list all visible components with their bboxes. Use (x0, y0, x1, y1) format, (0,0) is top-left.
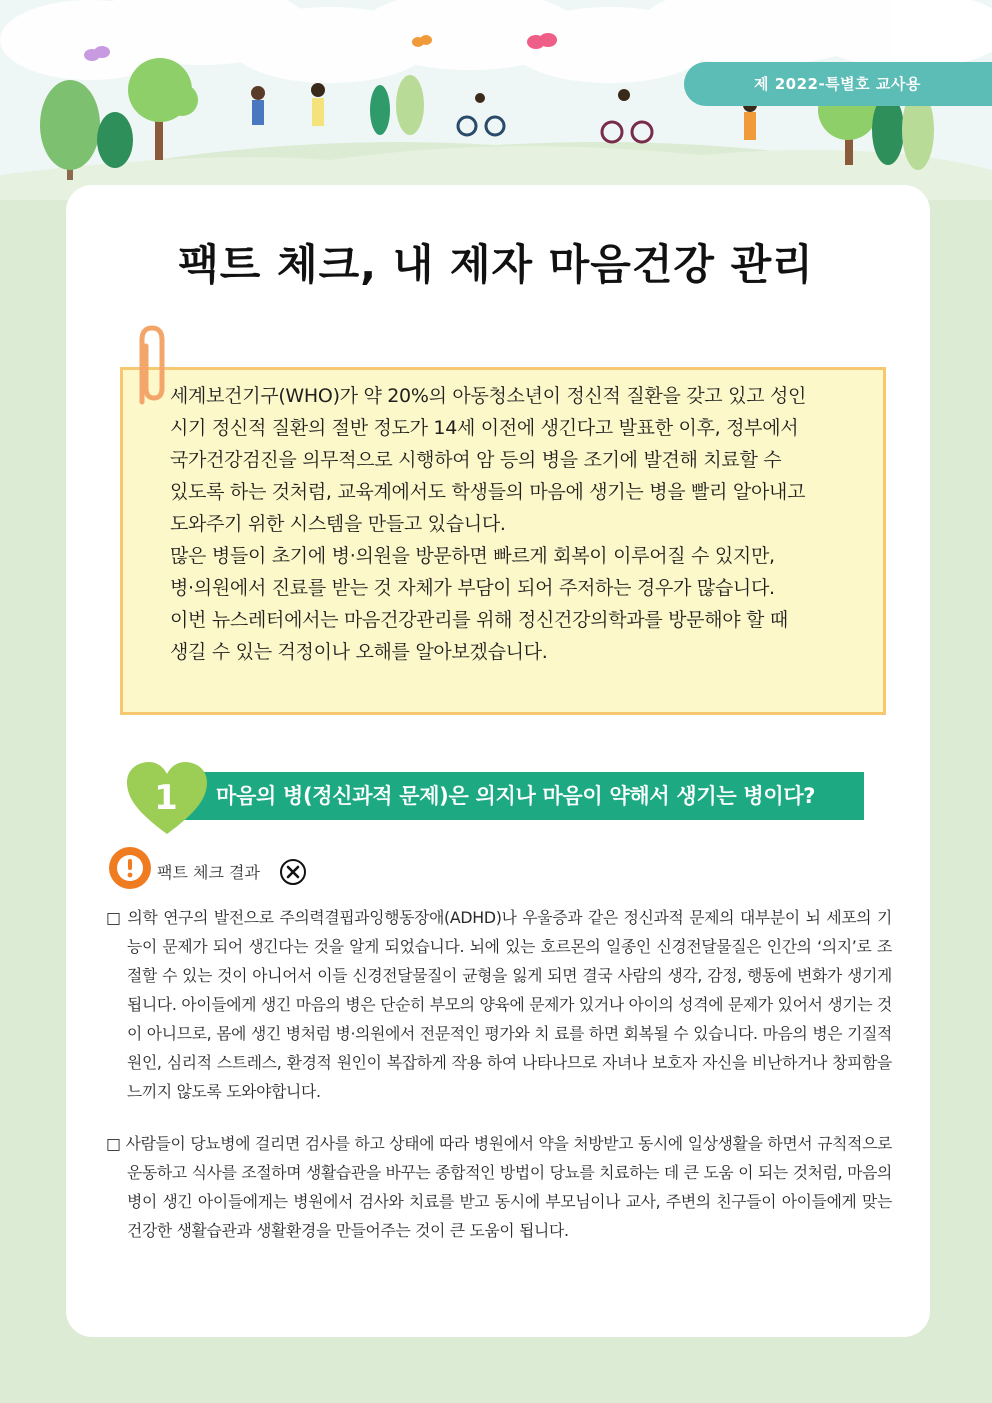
fact-bullet-2 (106, 1129, 892, 1245)
fact-check-label: 팩트 체크 결과 (157, 863, 260, 882)
tree-left-2-icon (97, 112, 133, 168)
bullet-line: 주변의 친구들이 아이들에게 맞는 건강한 생활습관과 생활환경을 만들어주는 것이 큰 도움이 됩니다. (127, 1192, 892, 1240)
bullet-line: 료를 하면 회복될 수 있습니다. 마음의 병은 기질적 원인, 심리적 스트레스, 환경적 원인이 복잡하게 작용 (127, 1024, 892, 1072)
person-2-icon (311, 83, 325, 126)
intro-line: 세계보건기구(WHO)가 약 20%의 아동청소년이 정신적 질환을 갖고 있고 성인 (170, 385, 807, 407)
bullet-line: 하여 나타나므로 자녀나 보호자 자신을 비난하거나 창피함을 느끼지 않도록 도와야합니다. (127, 1053, 892, 1101)
tree-mid-1-icon (370, 85, 390, 135)
paperclip-icon (124, 322, 176, 408)
bullet-line: 세포의 기능이 문제가 되어 생긴다는 것을 알게 되었습니다. 뇌에 있는 호르몬의 일종인 신경전달물질은 (127, 908, 893, 956)
question-number: 1 (154, 778, 178, 818)
question-title: 마음의 병(정신과적 문제)은 의지나 마음이 약해서 생기는 병이다? (216, 784, 816, 808)
bullet-line: 인간의 ‘의지’로 조절할 수 있는 것이 아니어서 이들 신경전달물질이 균형을 잃게 되면 결국 사람의 생각, (127, 937, 892, 985)
bullet-line: 이 되는 것처럼, 마음의 병이 생긴 아이들에게는 병원에서 검사와 치료를 받고 동시에 부모님이나 교사, (127, 1163, 892, 1211)
intro-line: 시기 정신적 질환의 절반 정도가 14세 이전에 생긴다고 발표한 이후, 정부에서 (170, 417, 799, 439)
intro-text (170, 380, 860, 668)
x-circle-icon (279, 858, 307, 886)
bullet-line: 아이의 성격에 문제가 있어서 생기는 것이 아니므로, 몸에 생긴 병처럼 병·의원에서 전문적인 평가와 치 (127, 995, 892, 1043)
fact-bullet-1 (106, 903, 892, 1106)
bullet-line: □ 사람들이 당뇨병에 걸리면 검사를 하고 상태에 따라 병원에서 약을 처방받고 동시에 일상생활을 하면서 (106, 1134, 813, 1153)
issue-label: 제 2022-특별호 교사용 (684, 62, 992, 106)
tree-mid-2-icon (396, 75, 424, 135)
intro-line: 이번 뉴스레터에서는 마음건강관리를 위해 정신건강의학과를 방문해야 할 때 (170, 609, 788, 631)
exclamation-icon (107, 845, 153, 891)
intro-line: 국가건강검진을 의무적으로 시행하여 암 등의 병을 조기에 발견해 치료할 수 (170, 449, 782, 471)
intro-line: 도와주기 위한 시스템을 만들고 있습니다. (170, 513, 506, 535)
bullet-line: 규칙적으로 운동하고 식사를 조절하며 생활습관을 바꾸는 종합적인 방법이 당뇨를 치료하는 데 큰 도움 (127, 1134, 892, 1182)
bullet-line: □ 의학 연구의 발전으로 주의력결핍과잉행동장애(ADHD)나 우울증과 같은 정신과적 문제의 대부분이 뇌 (106, 908, 821, 927)
person-1-icon (251, 86, 265, 125)
intro-line: 많은 병들이 초기에 병·의원을 방문하면 빠르게 회복이 이루어질 수 있지만, (170, 545, 775, 567)
intro-line: 생길 수 있는 걱정이나 오해를 알아보겠습니다. (170, 641, 548, 663)
intro-line: 병·의원에서 진료를 받는 것 자체가 부담이 되어 주저하는 경우가 많습니다. (170, 577, 775, 599)
intro-line: 있도록 하는 것처럼, 교육계에서도 학생들의 마음에 생기는 병을 빨리 알아내고 (170, 481, 806, 503)
page-title: 팩트 체크, 내 제자 마음건강 관리 (178, 240, 814, 289)
bullet-line: 감정, 행동에 변화가 생기게 됩니다. 아이들에게 생긴 마음의 병은 단순히 부모의 양육에 문제가 있거나 (127, 966, 892, 1014)
